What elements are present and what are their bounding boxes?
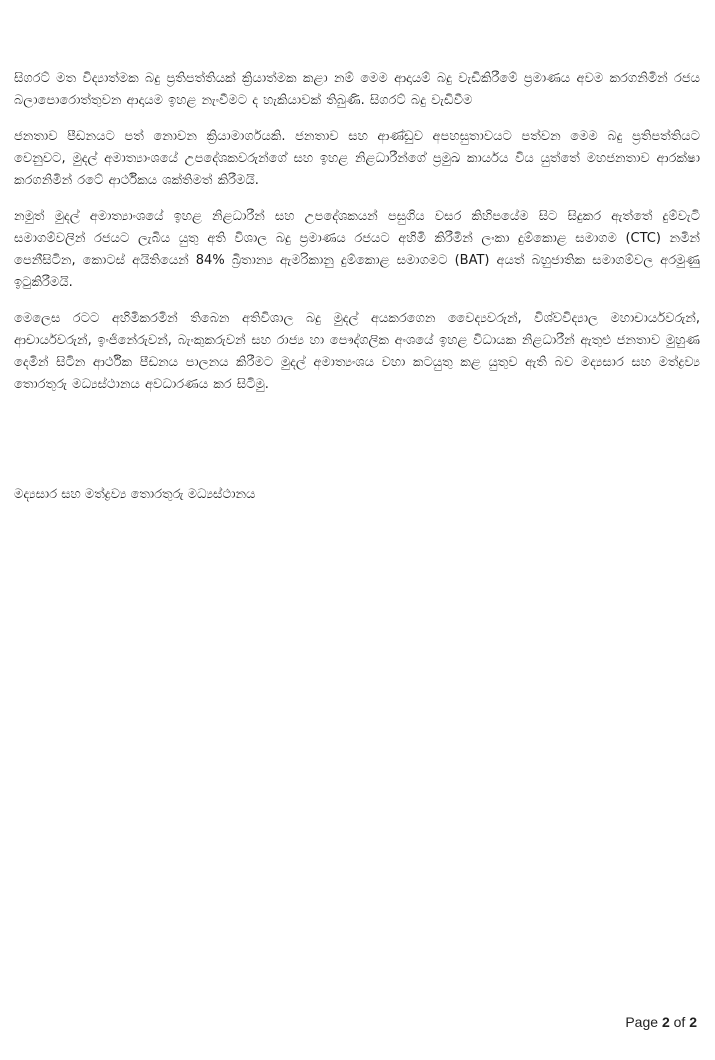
page-number-footer [625,1014,697,1030]
paragraph-3: නමුත් මුදල් අමාත්‍යාංශයේ ඉහළ නිළධාරීන් සහ උපදේශකයන් පසුගිය වසර කිහිපයේම සිට සිදුකර ඇත්තේ දුම්වැටි සමාගම්වලින් රජයට ලැබිය යුතු අති විශාල බදු ප්‍රමාණය රජයට අහිමි කිරීමින් ලංකා දුම්කොළ සමාගම (CTC) නමින් පෙනීසිටින, කොටස් අයිතියෙන් 84% බ්‍රිතාන්‍ය ඇමරිකානු දුම්කොළ සමාගමට (BAT) අයත් බහුජාතික සමාගම්වල අරමුණු ඉටුකිරීමයි. [14,209,700,290]
paragraph-4: මෙලෙස රටට අහිමිකරමින් තිබෙන අතිවිශාල බදු මුදල් අයකරගෙන වෛද්‍යවරුන්, විශ්වවිද්‍යාල මහාචාර්යවරුන්, ආචාර්යවරුන්, ඉංජිනේරුවන්, බැංකුකරුවන් සහ රාජ්‍ය හා පෞද්ගලික අංශයේ ඉහළ විධායක නිළධාරීන් ඇතුළු ජනතාව මුහුණ දෙමින් සිටින ආර්ථික පීඩනය පාලනය කිරීමට මුදල් අමාත්‍යංශය වහා කටයුතු කළ යුතුව ඇති බව මද්‍යසාර සහ මත්ද්‍රව්‍ය තොරතුරු මධ්‍යස්ථානය අවධාරණය කර සිටිමු. [14,311,700,392]
paragraph-1: සිගරට් මත විද්‍යාත්මක බදු ප්‍රතිපත්තියක් ක්‍රියාත්මක කළා නම් මෙම ආදායම් බදු වැඩිකිරීමේ ප්‍රමාණය අවම කරගනිමින් රජය බලාපොරොත්තුවන ආදායම ඉහළ නැංවීමට ද හැකියාවක් තිබුණි. සිගරට් බදු වැඩිවීම [14,71,700,108]
signature-organization: මද්‍යසාර සහ මත්ද්‍රව්‍ය තොරතුරු මධ්‍යස්ථානය [14,487,256,502]
of-word: of [673,1014,686,1030]
current-page-number: 2 [661,1014,670,1030]
document-body [14,68,700,410]
paragraph-2: ජනතාව පීඩනයට පත් නොවන ක්‍රියාමාර්ගයකි. ජනතාව සහ ආණ්ඩුව අපහසුතාවයට පත්වන මෙම බදු ප්‍රතිපත්තියට වෙනුවට, මුදල් අමාත්‍යාංශයේ උපදේශකවරුන්ගේ සහ ඉහළ නිළධාරීන්ගේ ප්‍රමුඛ කාර්යය විය යුත්තේ මහජනතාව ආරක්ෂා කරගනිමින් රටේ ආර්ථිකය ශක්තිමත් කිරීමයි. [14,129,700,188]
total-pages-number: 2 [689,1014,697,1030]
page-word: Page [625,1014,659,1030]
